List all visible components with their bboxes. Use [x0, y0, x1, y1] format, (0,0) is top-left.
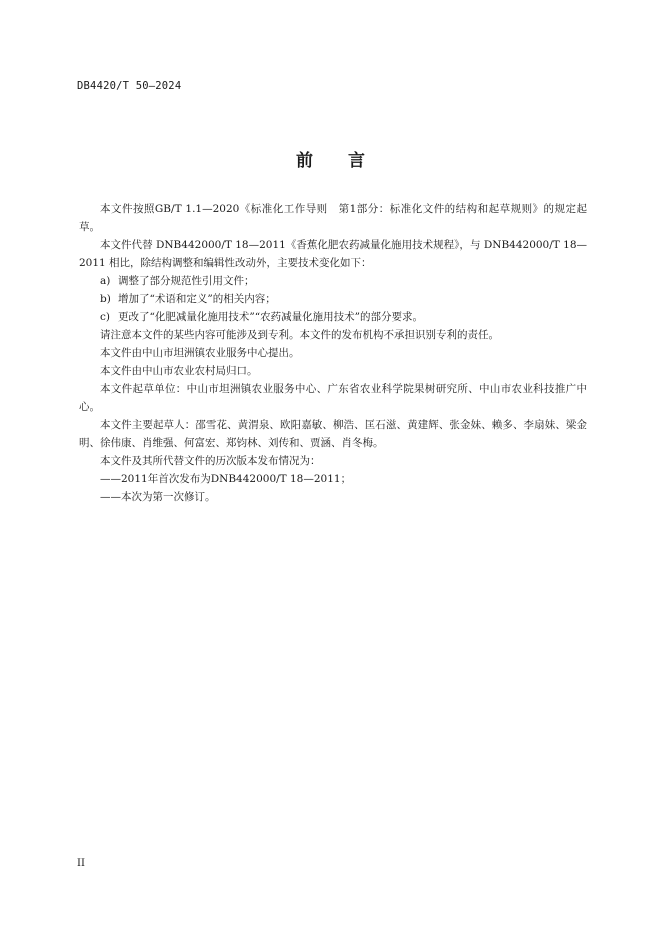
history-item: ——本次为第一次修订。 [100, 491, 216, 503]
history-item: ——2011年首次发布为DNB442000/T 18—2011； [100, 473, 352, 485]
paragraph-drafting-basis: 本文件按照GB/T 1.1—2020《标准化工作导则 第1部分：标准化文件的结构和起草规则》的规定起草。 [79, 203, 587, 233]
list-item [79, 272, 587, 290]
paragraph-drafters: 本文件主要起草人：邵雪花、黄渭泉、欧阳嘉敏、柳浩、匡石滋、黄建辉、张金妹、赖多、李扇妹、梁金明、徐伟康、肖维强、何富宏、郑钧林、刘传和、贾涵、肖冬梅。 [79, 419, 587, 449]
list-item [79, 290, 587, 308]
paragraph-patent-notice: 请注意本文件的某些内容可能涉及到专利。本文件的发布机构不承担识别专利的责任。 [100, 329, 499, 341]
list-marker: b) [100, 293, 111, 305]
paragraph-version-history: 本文件及其所代替文件的历次版本发布情况为： [100, 455, 321, 467]
paragraph-proposer: 本文件由中山市坦洲镇农业服务中心提出。 [100, 347, 300, 359]
list-item-text: 调整了部分规范性引用文件； [118, 275, 255, 287]
list-marker: a) [100, 275, 111, 287]
list-marker: c) [100, 311, 110, 323]
paragraph-drafting-units: 本文件起草单位：中山市坦洲镇农业服务中心、广东省农业科学院果树研究所、中山市农业科技推广中心。 [79, 383, 587, 413]
foreword-body [79, 200, 587, 506]
paragraph-administrator: 本文件由中山市农业农村局归口。 [100, 365, 258, 377]
title-char-2: 言 [348, 151, 366, 171]
list-item [79, 308, 587, 326]
standard-code-header: DB4420/T 50—2024 [77, 80, 182, 92]
paragraph-replacement: 本文件代替 DNB442000/T 18—2011《香蕉化肥农药减量化施用技术规程》，与 DNB442000/T 18—2011 相比，除结构调整和编辑性改动外，主要技术变化如下： [79, 239, 587, 269]
title-char-1: 前 [296, 151, 314, 171]
page-title [0, 146, 662, 171]
list-item-text: 增加了“术语和定义”的相关内容； [118, 293, 276, 305]
list-item-text: 更改了“化肥减量化施用技术”“农药减量化施用技术”的部分要求。 [118, 311, 423, 323]
page-number: II [77, 858, 85, 869]
